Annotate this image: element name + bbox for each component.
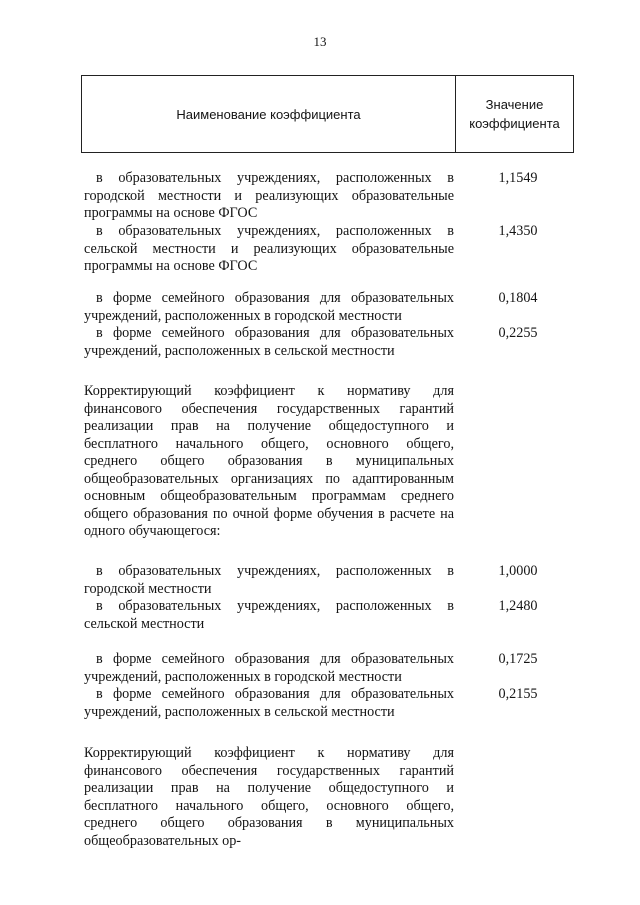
paragraph-text: Корректирующий коэффициент к нормативу для финансового обеспечения государственных гарантий реализации прав на получение общедоступного и бесплатного начального общего, основного общего, среднего общего образования в муниципальных общеобразовательных организациях по адаптированным основным общеобразовательным программам среднего общего образования по очной форме обучения в расчете на одного обучающегося: (84, 383, 454, 539)
table-header (81, 75, 574, 153)
item-value: 0,1725 (498, 651, 538, 667)
header-value-column (456, 76, 573, 152)
paragraph-text: Корректирующий коэффициент к нормативу для финансового обеспечения государственных гарантий реализации прав на получение общедоступного и бесплатного начального общего, основного общего, среднего общего образования в муниципальных общеобразовательных ор- (84, 745, 454, 849)
page-number: 13 (313, 34, 327, 49)
header-value-line2: коэффициента (469, 116, 560, 131)
list-item (84, 651, 454, 686)
list-item (84, 563, 454, 598)
item-text: в форме семейного образования для образовательных учреждений, расположенных в сельской местности (84, 325, 454, 359)
item-value: 1,4350 (498, 223, 538, 239)
item-value: 0,2155 (498, 686, 538, 702)
item-text: в форме семейного образования для образовательных учреждений, расположенных в сельской местности (84, 686, 454, 720)
item-value: 0,2255 (498, 325, 538, 341)
item-value: 0,1804 (498, 290, 538, 306)
list-item (84, 223, 454, 276)
list-item (84, 290, 454, 325)
item-value: 1,2480 (498, 598, 538, 614)
section-paragraph (84, 745, 454, 850)
list-item (84, 325, 454, 360)
item-text: в образовательных учреждениях, расположенных в сельской местности (84, 598, 454, 632)
header-name-column: Наименование коэффициента (82, 76, 456, 152)
item-value: 1,0000 (498, 563, 538, 579)
item-text: в образовательных учреждениях, расположенных в городской местности (84, 563, 454, 597)
item-value: 1,1549 (498, 170, 538, 186)
section-paragraph (84, 383, 454, 541)
list-item (84, 598, 454, 633)
item-text: в образовательных учреждениях, расположенных в городской местности и реализующих образовательные программы на основе ФГОС (84, 170, 454, 221)
list-item (84, 170, 454, 223)
header-value-line1: Значение (485, 97, 544, 112)
item-text: в образовательных учреждениях, расположенных в сельской местности и реализующих образовательные программы на основе ФГОС (84, 223, 454, 274)
item-text: в форме семейного образования для образовательных учреждений, расположенных в городской местности (84, 290, 454, 324)
list-item (84, 686, 454, 721)
item-text: в форме семейного образования для образовательных учреждений, расположенных в городской местности (84, 651, 454, 685)
